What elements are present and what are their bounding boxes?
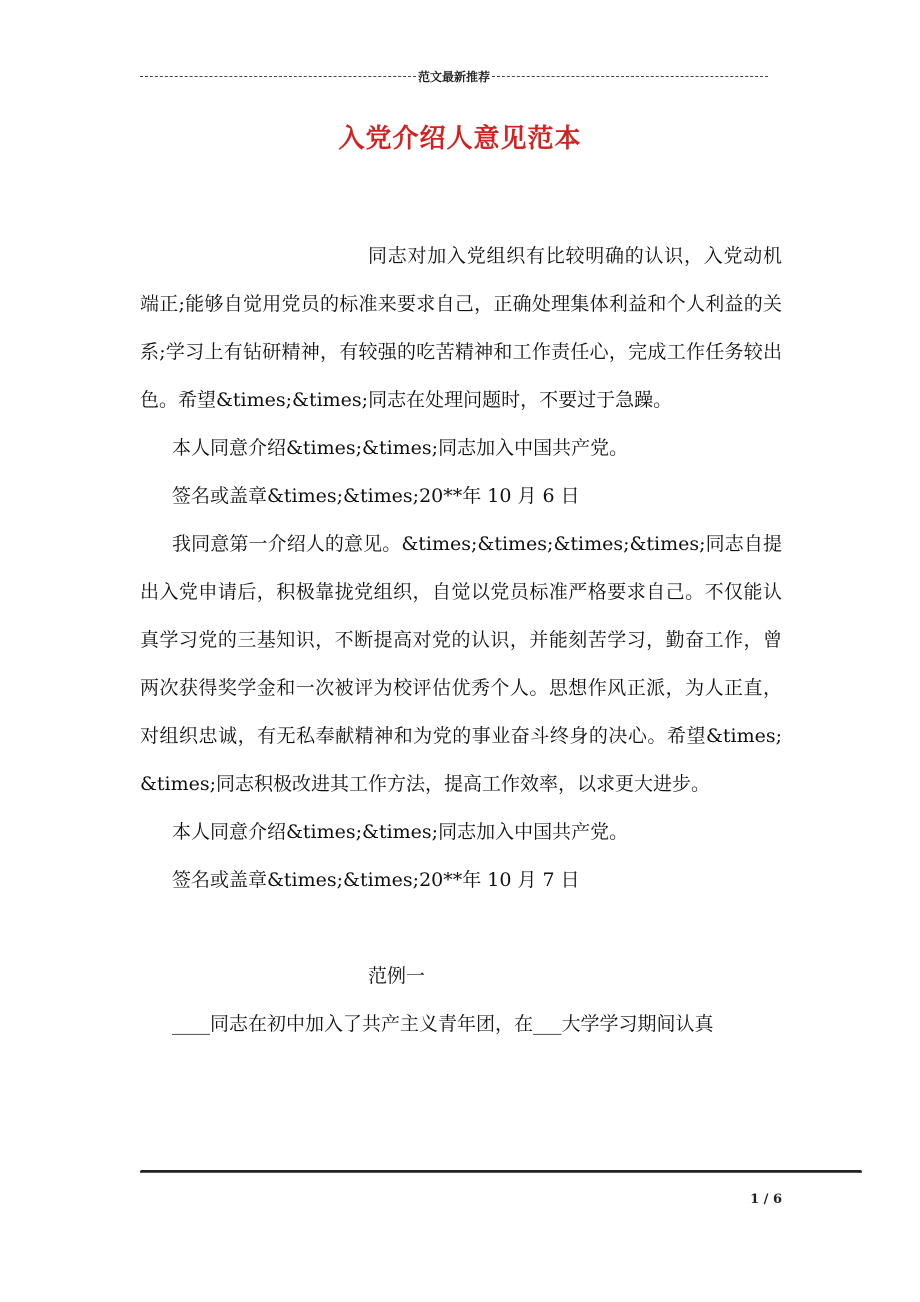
header-dash-left xyxy=(140,76,416,77)
signature-line-1: 签名或盖章&times;&times;20**年 10 月 6 日 xyxy=(172,485,580,507)
paragraph-4: 本人同意介绍&times;&times;同志加入中国共产党。 xyxy=(172,821,629,843)
page-number: 1 / 6 xyxy=(750,1192,782,1207)
section-heading: 范例一 xyxy=(368,965,426,987)
paragraph-3: 我同意第一介绍人的意见。&times;&times;&times;&times;同志自提出入党申请后，积极靠拢党组织，自觉以党员标准严格要求自己。不仅能认真学习党的三基知识，不断提高对党的认识，并能刻苦学习，勤奋工作，曾两次获得奖学金和一次被评为校评估优秀个人。思想作风正派，为人正直，对组织忠诚，有无私奉献精神和为党的事业奋斗终身的决心。希望&times;&times;同志积极改进其工作方法，提高工作效率，以求更大进步。 xyxy=(140,533,782,795)
header-dash-right xyxy=(492,76,768,77)
footer-rule xyxy=(140,1170,862,1174)
document-body xyxy=(140,232,782,1048)
header-label: 范文最新推荐 xyxy=(418,69,491,84)
document-title: 入党介绍人意见范本 xyxy=(338,124,582,154)
section-gap xyxy=(140,904,782,952)
paragraph-2: 本人同意介绍&times;&times;同志加入中国共产党。 xyxy=(172,437,629,459)
signature-line-2: 签名或盖章&times;&times;20**年 10 月 7 日 xyxy=(172,869,580,891)
paragraph-1: 同志对加入党组织有比较明确的认识，入党动机端正;能够自觉用党员的标准来要求自己，正确处理集体利益和个人利益的关系;学习上有钻研精神，有较强的吃苦精神和工作责任心，完成工作任务较出色。希望&times;&times;同志在处理问题时，不要过于急躁。 xyxy=(140,245,782,411)
paragraph-5: ____同志在初中加入了共产主义青年团，在___大学学习期间认真 xyxy=(172,1013,714,1035)
page-header xyxy=(140,66,768,86)
